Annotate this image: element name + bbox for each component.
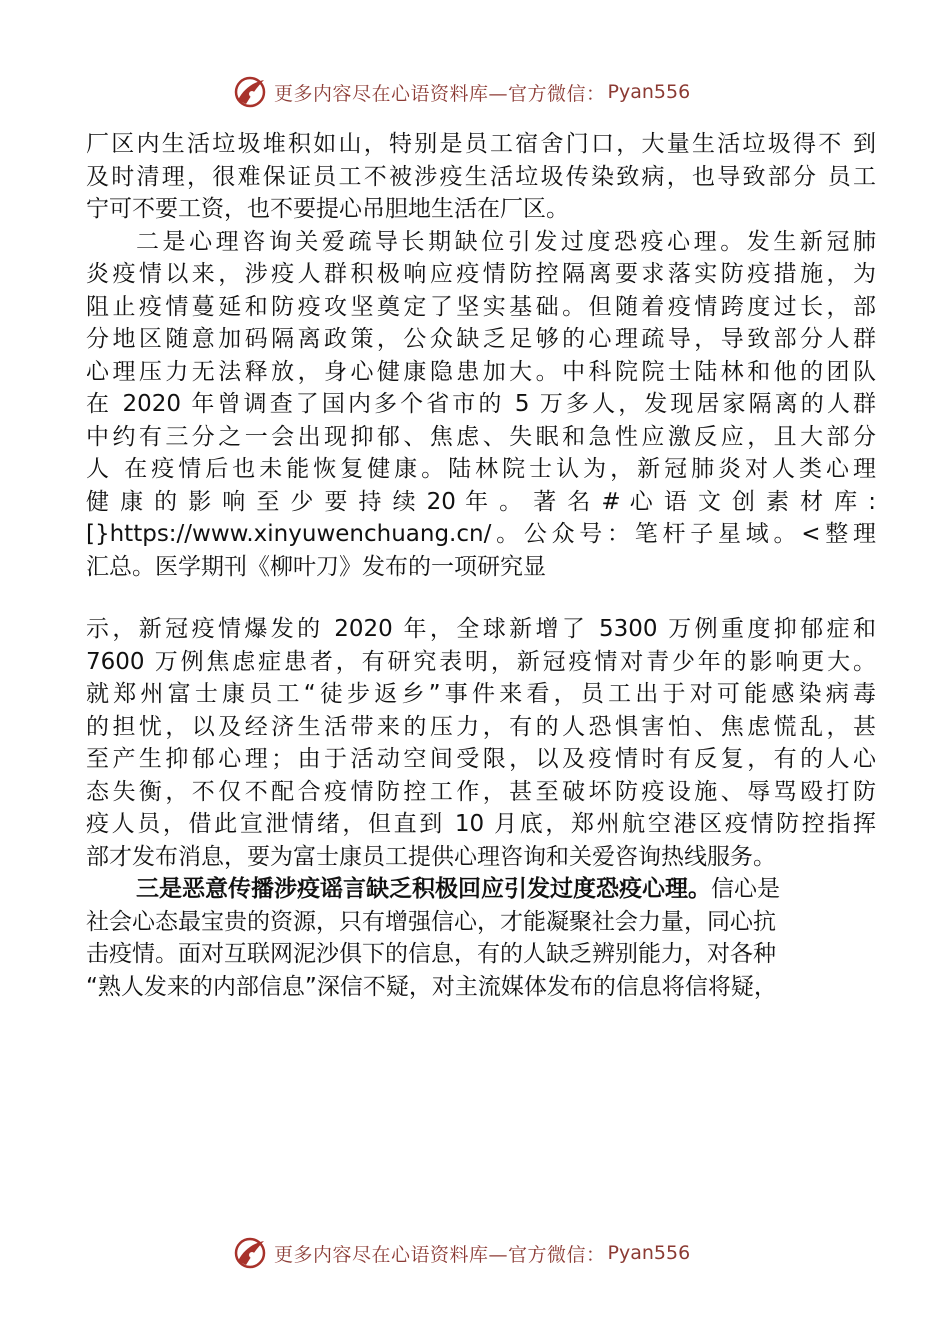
paragraph-line: 阻止疫情蔓延和防疫攻坚奠定了坚实基础。但随着疫情跨度过长，部	[86, 293, 876, 320]
paragraph-line: 厂区内生活垃圾堆积如山，特别是员工宿舍门口，大量生活垃圾得不 到	[86, 131, 876, 157]
paragraph-line: 在 2020 年曾调查了国内多个省市的 5 万多人，发现居家隔离的人群	[86, 391, 876, 417]
paragraph-line: 宁可不要工资，也不要提心吊胆地生活在厂区。	[86, 196, 569, 222]
paragraph-line: 健 康 的 影 响 至 少 要 持 续 20 年 。 著 名 # 心 语 文 创 素 材 库 :	[86, 488, 876, 515]
footer-banner-text: 更多内容尽在心语资料库—官方微信：	[274, 1243, 606, 1266]
paragraph-line: 汇总。医学期刊《柳叶刀》发布的一项研究显	[86, 553, 546, 580]
paragraph-line: 人 在疫情后也未能恢复健康。陆林院士认为，新冠肺炎对人类心理	[86, 456, 876, 482]
paragraph-line: 炎疫情以来，涉疫人群积极响应疫情防控隔离要求落实防疫措施，为	[86, 261, 876, 287]
paragraph-line: 就郑州富士康员工“徒步返乡”事件来看，员工出于对可能感染病毒	[86, 681, 876, 707]
paragraph-line: 分地区随意加码隔离政策，公众缺乏足够的心理疏导，导致部分人群	[86, 326, 876, 352]
brush-logo-icon	[232, 1235, 268, 1271]
footer-banner	[232, 1233, 732, 1273]
paragraph-line: 及时清理，很难保证员工不被涉疫生活垃圾传染致病，也导致部分 员工	[86, 163, 876, 190]
section-heading: 三是恶意传播涉疫谣言缺乏积极回应引发过度恐疫心理。	[136, 876, 711, 902]
paragraph-line: 击疫情。面对互联网泥沙俱下的信息，有的人缺乏辨别能力，对各种	[86, 941, 776, 967]
paragraph-line: 至产生抑郁心理；由于活动空间受限，以及疫情时有反复，有的人心	[86, 746, 876, 772]
footer-wechat-id: Pyan556	[607, 1242, 691, 1264]
paragraph-line: 7600 万例焦虑症患者，有研究表明，新冠疫情对青少年的影响更大。	[86, 648, 876, 675]
paragraph-line: 态失衡，不仅不配合疫情防控工作，甚至破坏防疫设施、辱骂殴打防	[86, 778, 876, 805]
section-heading-line	[86, 873, 876, 906]
paragraph-line: “熟人发来的内部信息”深信不疑，对主流媒体发布的信息将信将疑，	[86, 973, 777, 1000]
paragraph-line: 心理压力无法释放，身心健康隐患加大。中科院院士陆林和他的团队	[86, 358, 876, 385]
section-gap	[86, 583, 876, 613]
paragraph-line: [}https://www.xinyuwenchuang.cn/。公众号：笔杆子星域。<整理	[86, 521, 876, 547]
header-banner-text: 更多内容尽在心语资料库—官方微信：	[274, 82, 606, 105]
paragraph-line: 示，新冠疫情爆发的 2020 年，全球新增了 5300 万例重度抑郁症和	[86, 616, 876, 642]
paragraph-line: 社会心态最宝贵的资源，只有增强信心，才能凝聚社会力量，同心抗	[86, 908, 776, 935]
document-body	[86, 128, 876, 1003]
header-wechat-id: Pyan556	[607, 81, 691, 103]
header-banner	[232, 72, 732, 112]
paragraph-line: 中约有三分之一会出现抑郁、焦虑、失眠和急性应激反应，且大部分	[86, 423, 876, 450]
section-heading-tail: 信心是	[711, 876, 780, 902]
paragraph-line: 的担忧，以及经济生活带来的压力，有的人恐惧害怕、焦虑慌乱，甚	[86, 713, 876, 740]
paragraph-line: 疫人员，借此宣泄情绪，但直到 10 月底，郑州航空港区疫情防控指挥	[86, 811, 876, 837]
paragraph-line: 部才发布消息，要为富士康员工提供心理咨询和关爱咨询热线服务。	[86, 843, 776, 870]
brush-logo-icon	[232, 74, 268, 110]
paragraph-line: 二是心理咨询关爱疏导长期缺位引发过度恐疫心理。发生新冠肺	[136, 228, 876, 255]
